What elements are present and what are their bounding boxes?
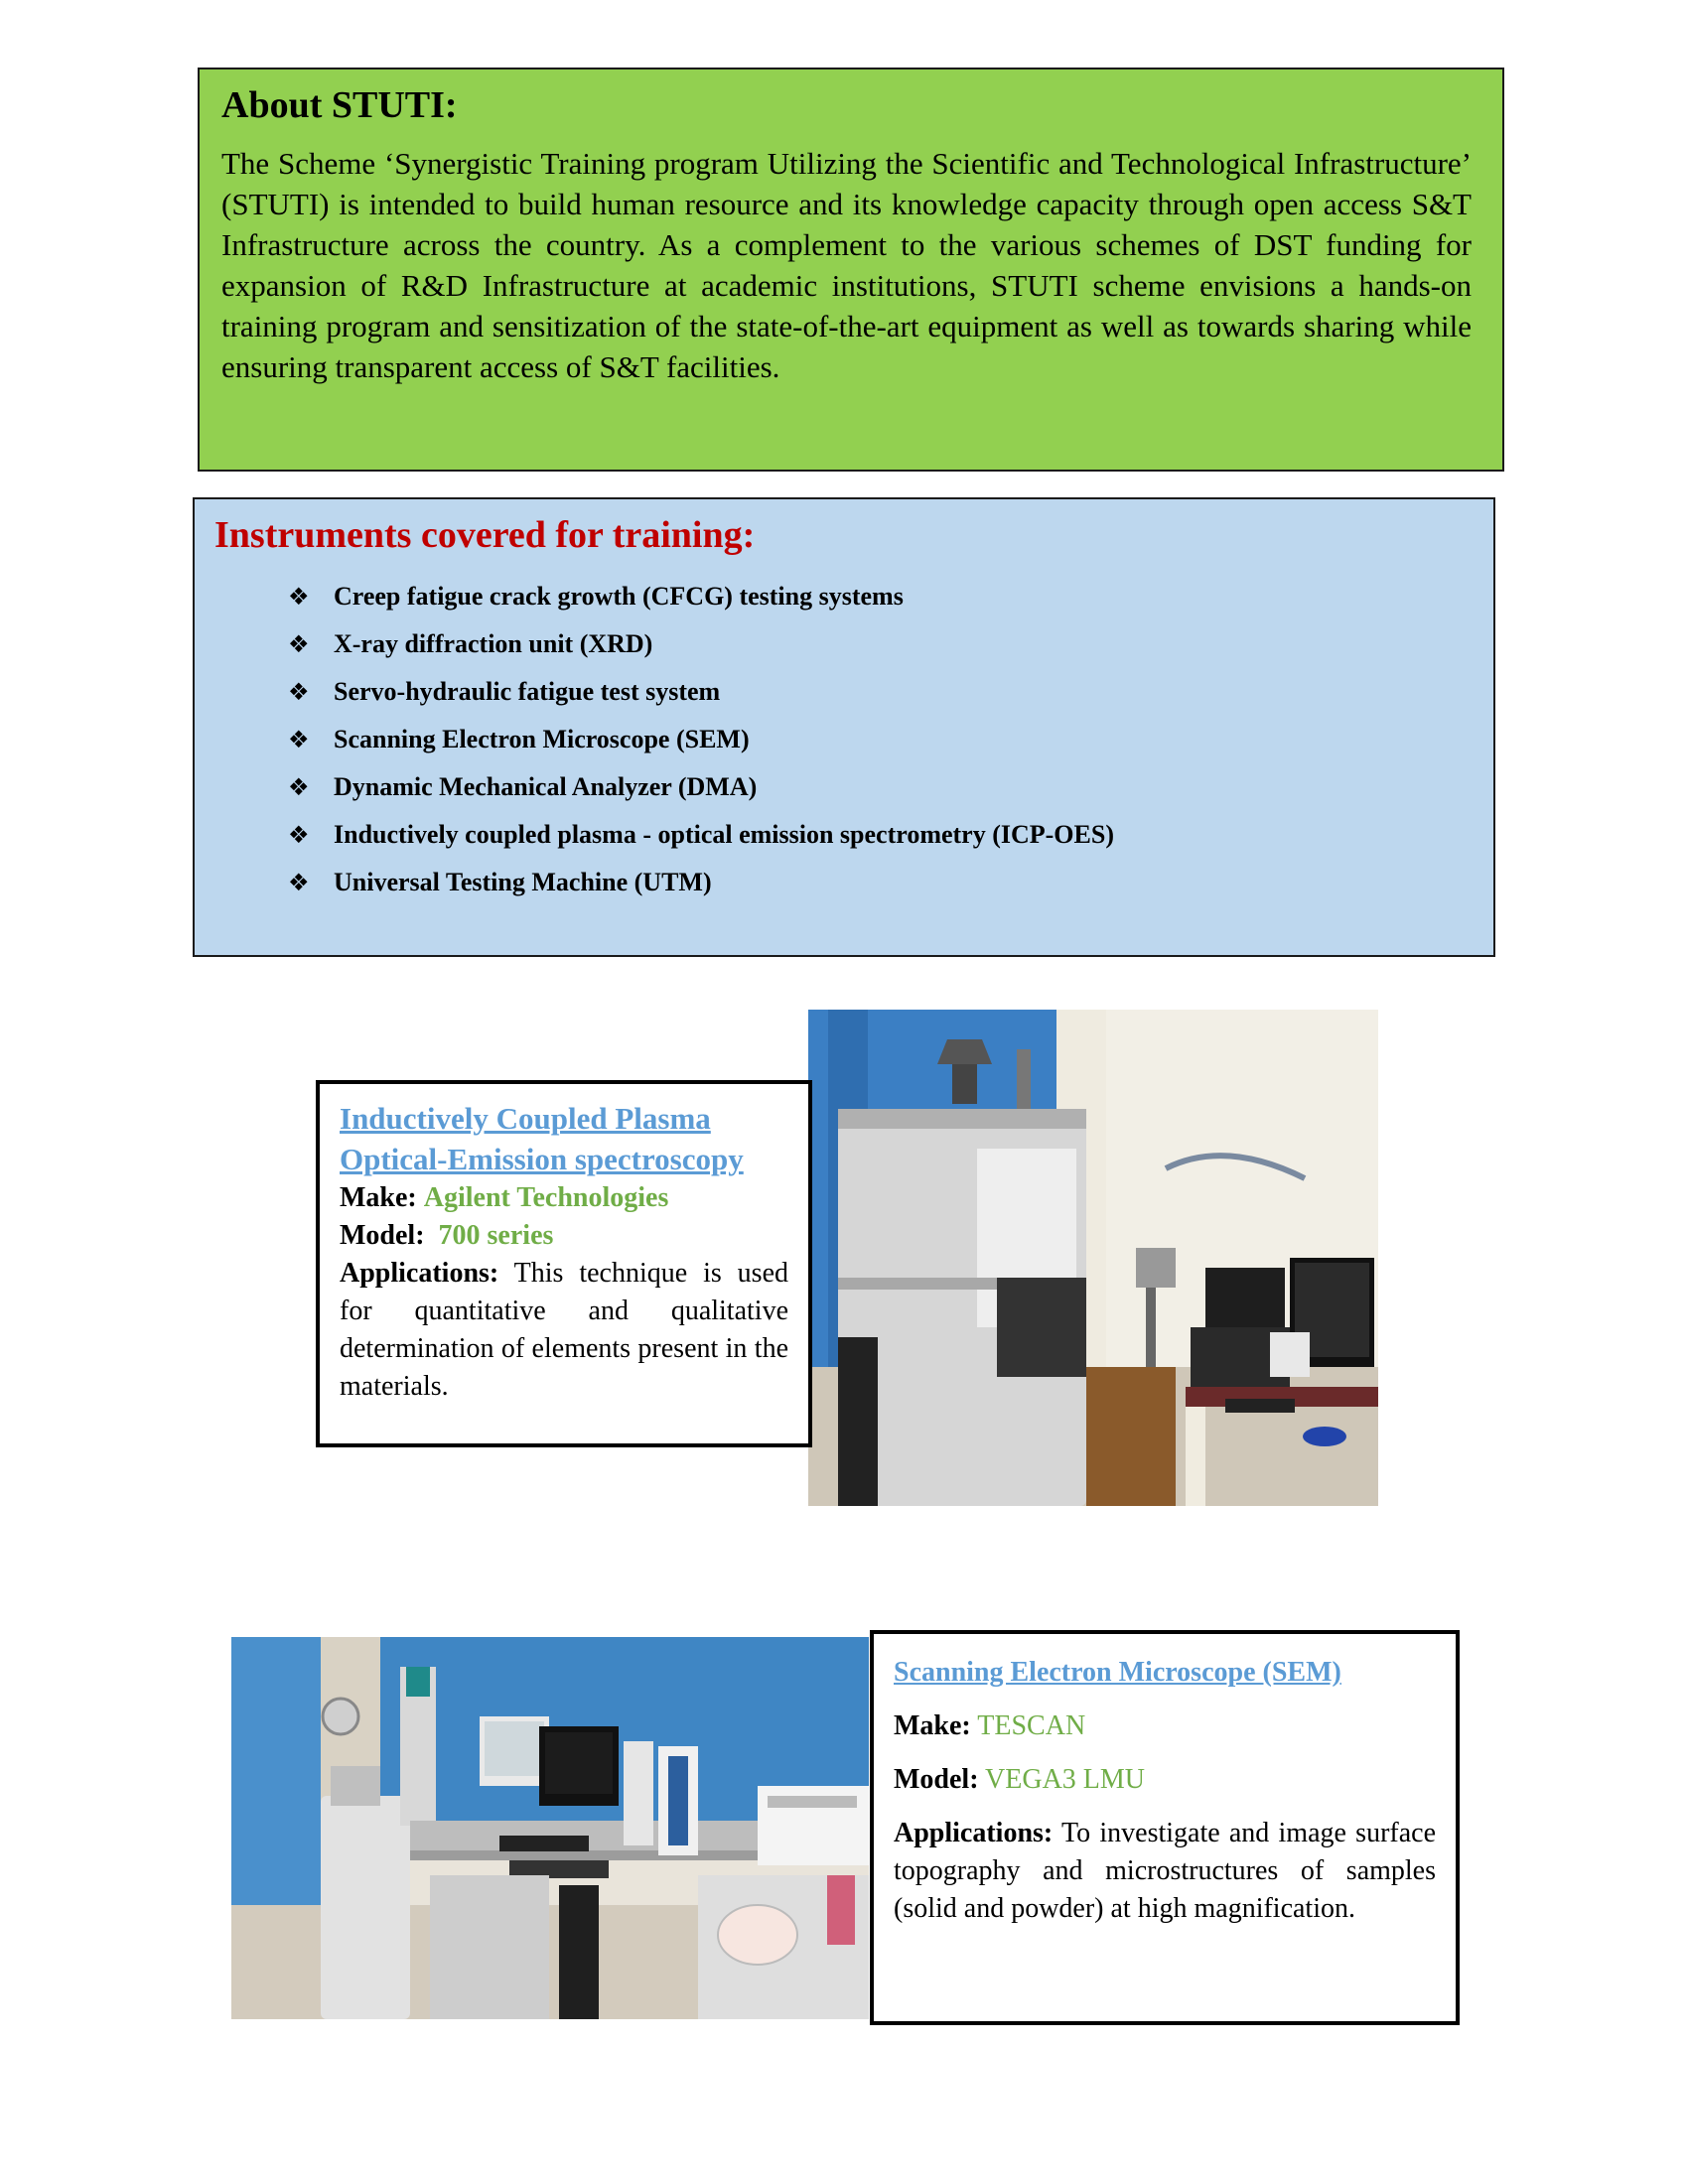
sem-info-card xyxy=(870,1630,1460,2025)
list-item: ❖ Creep fatigue crack growth (CFCG) testing systems xyxy=(288,573,1474,620)
list-item: ❖ Universal Testing Machine (UTM) xyxy=(288,859,1474,906)
diamond-bullet-icon: ❖ xyxy=(288,582,310,611)
instruments-list xyxy=(214,573,1474,906)
sem-instrument-photo xyxy=(231,1637,869,2019)
model-value: 700 series xyxy=(438,1220,554,1251)
diamond-bullet-icon: ❖ xyxy=(288,725,310,753)
list-item: ❖ Inductively coupled plasma - optical emission spectrometry (ICP-OES) xyxy=(288,811,1474,859)
sem-make-row xyxy=(894,1707,1436,1745)
model-label: Model: xyxy=(894,1764,979,1795)
icp-model-row xyxy=(340,1217,788,1255)
icp-oes-instrument-photo xyxy=(808,1010,1378,1506)
model-value: VEGA3 LMU xyxy=(985,1764,1146,1795)
make-label: Make: xyxy=(894,1710,971,1741)
applications-label: Applications: xyxy=(894,1818,1054,1848)
diamond-bullet-icon: ❖ xyxy=(288,868,310,896)
icp-applications xyxy=(340,1255,788,1406)
diamond-bullet-icon: ❖ xyxy=(288,677,310,706)
icp-oes-info-card xyxy=(316,1080,812,1447)
icp-make-row xyxy=(340,1179,788,1217)
sem-title-link[interactable]: Scanning Electron Microscope (SEM) xyxy=(894,1657,1341,1688)
list-item: ❖ Dynamic Mechanical Analyzer (DMA) xyxy=(288,763,1474,811)
icp-oes-title-link[interactable]: Inductively Coupled Plasma Optical-Emission spectroscopy xyxy=(340,1101,744,1176)
applications-text: This technique is used for quantitative and qualitative determination of elements present in the materials. xyxy=(340,1258,788,1402)
instruments-section xyxy=(193,497,1495,957)
make-label: Make: xyxy=(340,1182,417,1213)
applications-label: Applications: xyxy=(340,1258,499,1289)
about-section xyxy=(198,68,1504,472)
list-item: ❖ Scanning Electron Microscope (SEM) xyxy=(288,716,1474,763)
make-value: TESCAN xyxy=(977,1710,1086,1741)
applications-text: To investigate and image surface topography and microstructures of samples (solid and powder) at high magnification. xyxy=(894,1818,1436,1924)
about-heading: About STUTI: xyxy=(221,84,458,126)
sem-model-row xyxy=(894,1761,1436,1799)
diamond-bullet-icon: ❖ xyxy=(288,772,310,801)
list-item: ❖ X-ray diffraction unit (XRD) xyxy=(288,620,1474,668)
instruments-heading: Instruments covered for training: xyxy=(214,514,756,556)
diamond-bullet-icon: ❖ xyxy=(288,629,310,658)
model-label: Model: xyxy=(340,1220,425,1251)
make-value: Agilent Technologies xyxy=(423,1182,669,1213)
diamond-bullet-icon: ❖ xyxy=(288,820,310,849)
sem-applications xyxy=(894,1815,1436,1928)
list-item: ❖ Servo-hydraulic fatigue test system xyxy=(288,668,1474,716)
about-body: The Scheme ‘Synergistic Training program Utilizing the Scientific and Technological Infrastructure’ (STUTI) is intended to build human resource and its knowledge capacity through open access S&T Infrastructure across the country. As a complement to the various schemes of DST funding for expansion of R&D Infrastructure at academic institutions, STUTI scheme envisions a hands-on training program and sensitization of the state-of-the-art equipment as well as towards sharing while ensuring transparent access of S&T facilities. xyxy=(221,145,1472,384)
